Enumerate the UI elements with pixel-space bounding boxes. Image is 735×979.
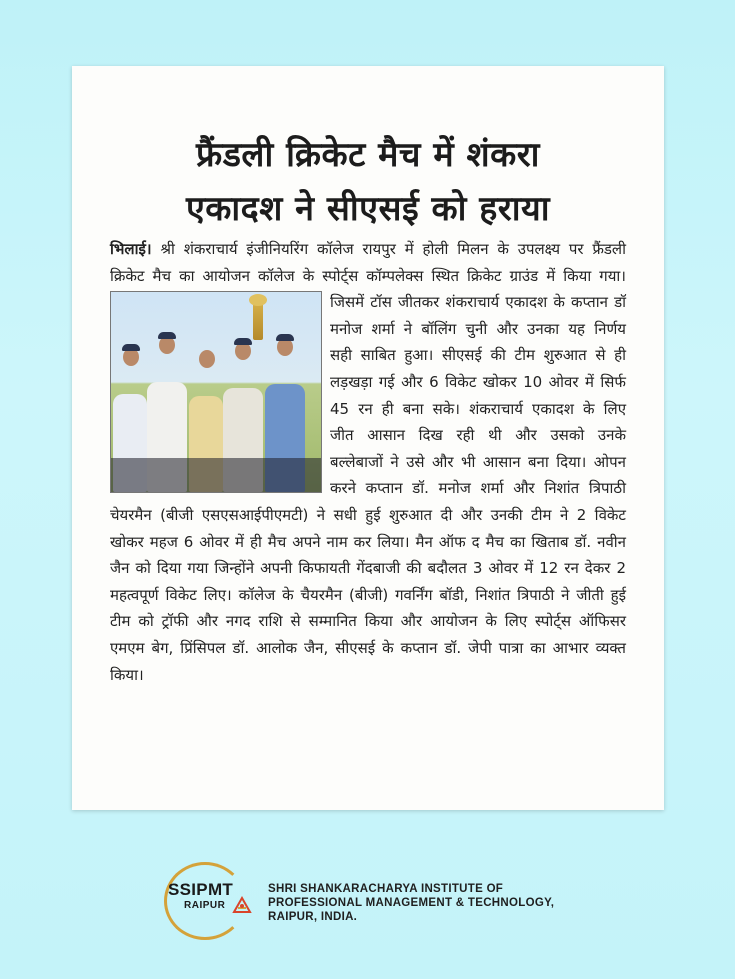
dateline: भिलाई।: [110, 240, 152, 258]
institute-line-1: SHRI SHANKARACHARYA INSTITUTE OF: [268, 883, 504, 895]
photo-person-cap: [234, 338, 252, 345]
logo-name: SSIPMT: [168, 880, 234, 899]
article-headline: [72, 128, 664, 236]
headline-line-2: एकादश ने सीएसई को हराया: [185, 189, 551, 229]
logo-city: RAIPUR: [184, 900, 226, 911]
institute-name: [268, 882, 588, 924]
institute-line-3: RAIPUR, INDIA.: [268, 911, 358, 923]
institute-logo: [168, 880, 240, 913]
photo-person-cap: [158, 332, 176, 339]
institute-emblem-icon: [232, 896, 252, 916]
photo-person-cap: [276, 334, 294, 341]
institute-line-2: PROFESSIONAL MANAGEMENT & TECHNOLOGY,: [268, 897, 555, 909]
headline-line-1: फ्रैंडली क्रिकेट मैच में शंकरा: [196, 135, 540, 175]
trophy-shape: [253, 300, 263, 340]
article-continued: स्थित क्रिकेट ग्राउंड में किया गया। जिसमें टॉस जीतकर शंकराचार्य एकादश के कप्तान डॉ मनोज शर्मा ने बॉलिंग चुनी और उनका यह निर्णय सही साबित हुआ। सीएसई की टीम शुरुआत से ही लड़खड़ा गई और 6 विकेट खोकर 10 ओवर में सिर्फ 45 रन ही बना सके। शंकराचार्य एकादश के लिए जीत आसान दिख रही थी और उसको उनके बल्लेबाजों ने उसे और भी आसान बना दिया। ओपन करने कप्तान डॉ. मनोज शर्मा और निशांत त्रिपाठी चेयरमैन (बीजी एसएसआईपीएमटी) ने सधी हुई शुरुआत दी और उनकी टीम ने 2 विकेट खोकर महज 6 ओवर में ही मैच अपने नाम कर लिया। मैन ऑफ द मैच का खिताब डॉ. नवीन जैन को दिया गया जिन्होंने अपनी किफायती गेंदबाजी की बदौलत 3 ओवर में 12 रन देकर 2 महत्वपूर्ण विकेट लिए। कॉलेज के चैयरमैन (बीजी) गवर्निंग बॉडी, निशांत त्रिपाठी ने जीती हुई टीम को ट्रॉफी और नगद राशि से सम्मानित किया और आयोजन के लिए स्पोर्ट्स ऑफिसर एमएम बेग, प्रिंसिपल डॉ. आलोक जैन, सीएसई के कप्तान डॉ. जेपी पात्रा का आभार व्यक्त किया।: [110, 266, 626, 684]
photo-trousers: [111, 458, 321, 492]
photo-person-head: [199, 350, 215, 368]
newspaper-clipping: [72, 66, 664, 810]
article-body: [110, 236, 626, 688]
photo-person-cap: [122, 344, 140, 351]
article-photo: [110, 291, 322, 493]
article-intro: श्री शंकराचार्य इंजीनियरिंग कॉलेज रायपुर में होली मिलन के उपलक्ष्य पर फ्रैंडली क्रिकेट मैच का आयोजन कॉलेज के स्पोर्ट्स कॉम्पलेक्स: [110, 240, 626, 285]
institute-footer: [164, 858, 584, 944]
